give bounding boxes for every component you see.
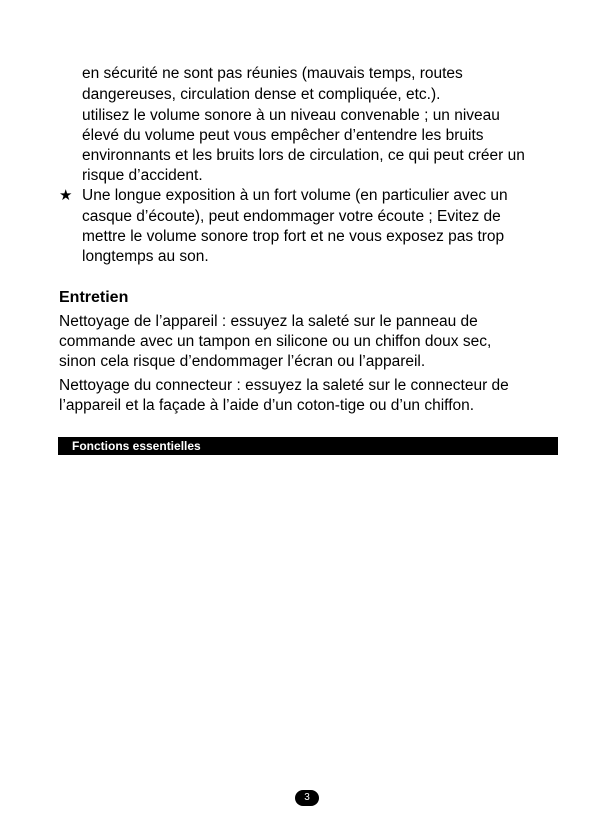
paragraph-line: sinon cela risque d’endommager l’écran ou l’appareil. [59, 353, 426, 370]
text-line: dangereuses, circulation dense et compliquée, etc.). [82, 86, 441, 103]
text-line: en sécurité ne sont pas réunies (mauvais temps, routes [82, 65, 463, 82]
paragraph-line: commande avec un tampon en silicone ou un chiffon doux sec, [59, 333, 492, 350]
bullet-line: mettre le volume sonore trop fort et ne vous exposez pas trop [82, 228, 505, 245]
paragraph-line: Nettoyage de l’appareil : essuyez la saleté sur le panneau de [59, 313, 478, 330]
paragraph-line: l’appareil et la façade à l’aide d’un coton-tige ou d’un chiffon. [59, 397, 475, 414]
section-title-bar [58, 437, 558, 455]
text-line: élevé du volume peut vous empêcher d’entendre les bruits [82, 127, 484, 144]
section-heading: Entretien [59, 289, 129, 306]
star-bullet-icon: ★ [59, 187, 73, 204]
text-line: environnants et les bruits lors de circulation, ce qui peut créer un [82, 147, 525, 164]
bullet-line: longtemps au son. [82, 248, 209, 265]
text-line: utilisez le volume sonore à un niveau convenable ; un niveau [82, 107, 500, 124]
bullet-line: Une longue exposition à un fort volume (en particulier avec un [82, 187, 508, 204]
paragraph-line: Nettoyage du connecteur : essuyez la saleté sur le connecteur de [59, 377, 509, 394]
text-line: risque d’accident. [82, 167, 203, 184]
page-number-badge: 3 [295, 790, 319, 806]
section-title: Fonctions essentielles [72, 439, 201, 453]
bullet-line: casque d’écoute), peut endommager votre écoute ; Evitez de [82, 208, 501, 225]
